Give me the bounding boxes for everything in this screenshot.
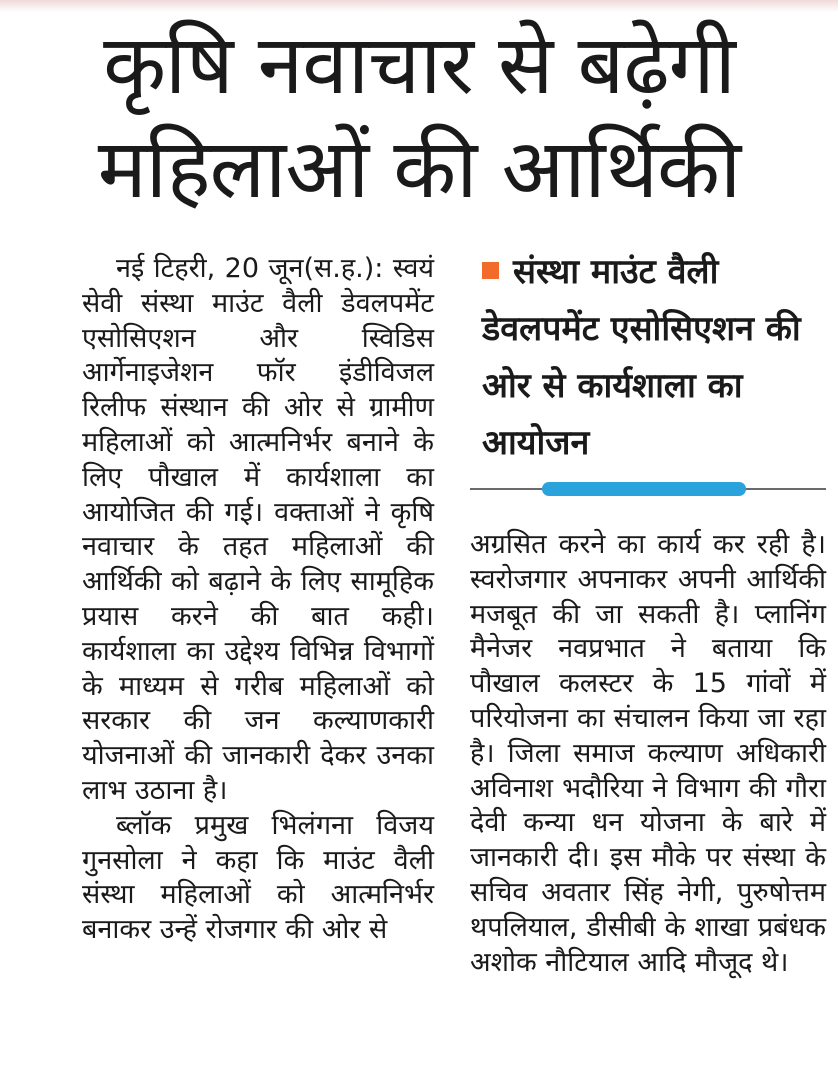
- article-column-left: [82, 252, 434, 948]
- dateline: नई टिहरी, 20 जून(स.ह.):: [116, 253, 384, 284]
- paragraph-1-text: स्वयं सेवी संस्था माउंट वैली डेवलपमेंट एसोसिएशन और स्विडिस आर्गेनाइजेशन फॉर इंडीविजल रिलीफ संस्थान की ओर से ग्रामीण महिलाओं को आत्मनिर्भर बनाने के लिए पौखाल में कार्यशाला का आयोजित की गई। वक्ताओं ने कृषि नवाचार के तहत महिलाओं की आर्थिकी को बढ़ाने के लिए सामूहिक प्रयास करने की बात कही। कार्यशाला का उद्देश्य विभिन्न विभागों के माध्यम से गरीब महिलाओं को सरकार की जन कल्याणकारी योजनाओं की जानकारी देकर उनका लाभ उठाना है।: [82, 253, 434, 806]
- article-column-right: [470, 528, 826, 980]
- subheading: [482, 244, 832, 472]
- headline-line-1: कृषि नवाचार से बढ़ेगी: [103, 18, 735, 113]
- article-paragraph-2: ब्लॉक प्रमुख भिलंगना विजय गुनसोला ने कहा कि माउंट वैली संस्था महिलाओं को आत्मनिर्भर बनाकर उन्हें रोजगार की ओर से: [82, 809, 434, 946]
- headline-line-2: महिलाओं की आर्थिकी: [97, 122, 741, 217]
- divider-accent-bar: [542, 482, 746, 496]
- headline: [0, 14, 838, 222]
- top-color-band: [0, 0, 838, 12]
- article-paragraph-3: अग्रसित करने का कार्य कर रही है। स्वरोजगार अपनाकर अपनी आर्थिकी मजबूत की जा सकती है। प्लानिंग मैनेजर नवप्रभात ने बताया कि पौखाल कलस्टर के 15 गांवों में परियोजना का संचालन किया जा रहा है। जिला समाज कल्याण अधिकारी अविनाश भदौरिया ने विभाग की गौरा देवी कन्या धन योजना के बारे में जानकारी दी। इस मौके पर संस्था के सचिव अवतार सिंह नेगी, पुरुषोत्तम थपलियाल, डीसीबी के शाखा प्रबंधक अशोक नौटियाल आदि मौजूद थे।: [470, 529, 826, 978]
- square-bullet-icon: [482, 262, 499, 279]
- subheading-text: संस्था माउंट वैली डेवलपमेंट एसोसिएशन की ओर से कार्यशाला का आयोजन: [482, 252, 801, 463]
- article-paragraph-1: [82, 252, 434, 809]
